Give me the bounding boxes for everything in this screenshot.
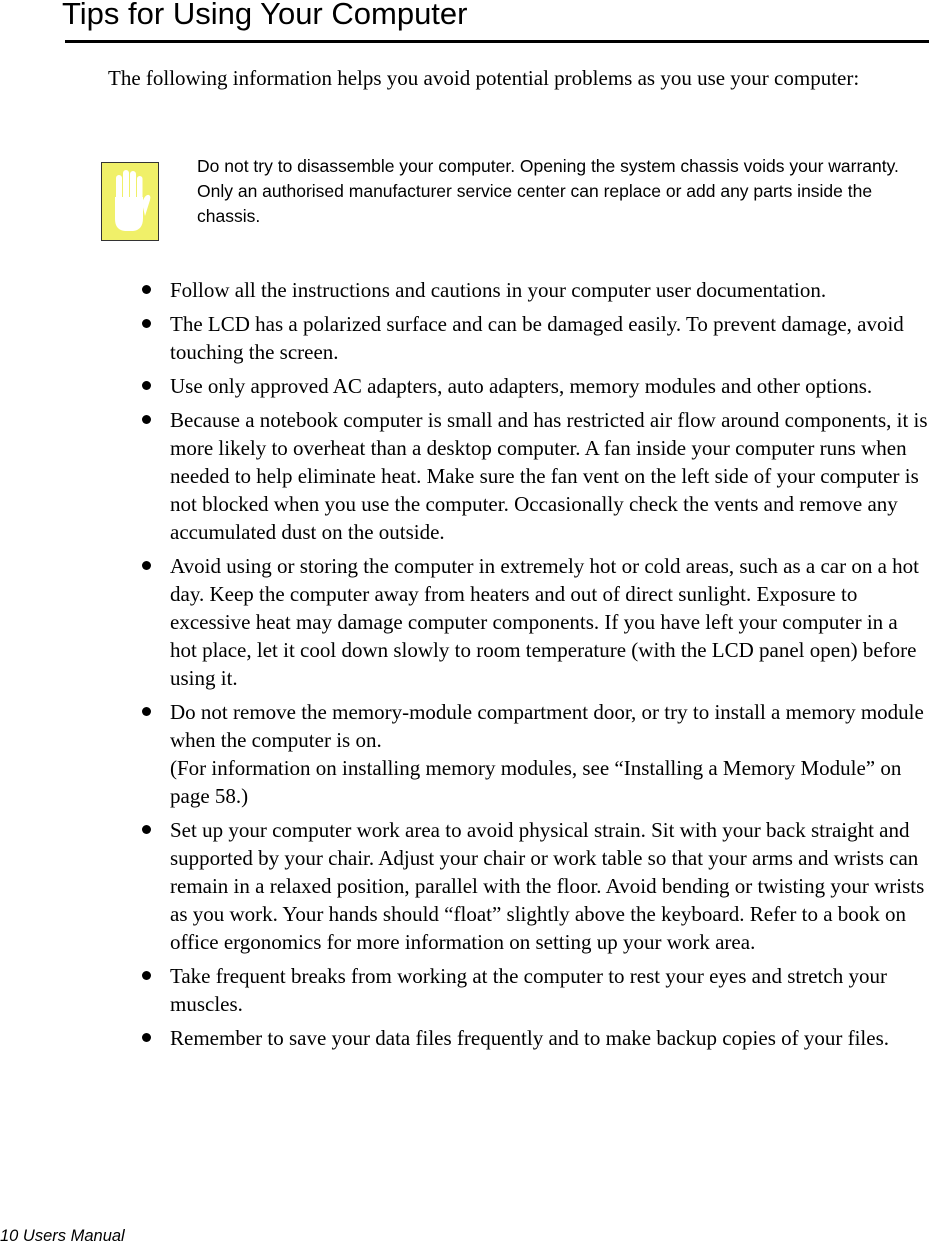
bullet-icon — [142, 319, 151, 328]
tip-list-item — [142, 962, 929, 1018]
tip-list-item — [142, 406, 929, 546]
bullet-icon — [142, 381, 151, 390]
bullet-icon — [142, 971, 151, 980]
tip-list-item — [142, 1024, 929, 1052]
stop-hand-icon — [101, 162, 159, 241]
tip-text: Take frequent breaks from working at the computer to rest your eyes and stretch your muscles. — [170, 964, 887, 1016]
tip-list-item — [142, 552, 929, 692]
bullet-icon — [142, 1033, 151, 1042]
tip-list-item — [142, 372, 929, 400]
tip-text: Avoid using or storing the computer in extremely hot or cold areas, such as a car on a hot day. Keep the computer away from heaters and out of direct sunlight. Exposure to excessive heat may damage computer components. If you have left your computer in a hot place, let it cool down slowly to room temperature (with the LCD panel open) before using it. — [170, 554, 919, 690]
tip-list-item — [142, 698, 929, 810]
tip-text: Do not remove the memory-module compartment door, or try to install a memory module when the computer is on. — [170, 700, 924, 752]
tip-text: Use only approved AC adapters, auto adapters, memory modules and other options. — [170, 374, 873, 398]
page-footer: 10 Users Manual — [0, 1227, 125, 1245]
caution-text: Do not try to disassemble your computer. Opening the system chassis voids your warranty. Only an authorised manufacturer service center can replace or add any parts inside the chassis. — [197, 156, 899, 226]
page-title: Tips for Using Your Computer — [62, 0, 468, 31]
tip-text: Because a notebook computer is small and has restricted air flow around components, it is more likely to overheat than a desktop computer. A fan inside your computer runs when needed to help eliminate heat. Make sure the fan vent on the left side of your computer is not blocked when you use the computer. Occasionally check the vents and remove any accumulated dust on the outside. — [170, 408, 928, 544]
tip-text: Remember to save your data files frequently and to make backup copies of your files. — [170, 1026, 890, 1050]
tip-list-item — [142, 276, 929, 304]
tip-note: (For information on installing memory modules, see “Installing a Memory Module” on page 58.) — [170, 756, 902, 808]
tip-text: Set up your computer work area to avoid physical strain. Sit with your back straight and supported by your chair. Adjust your chair or work table so that your arms and wrists can remain in a relaxed position, parallel with the floor. Avoid bending or twisting your wrists as you work. Your hands should “float” slightly above the keyboard. Refer to a book on office ergonomics for more information on setting up your work area. — [170, 818, 925, 954]
tip-text: The LCD has a polarized surface and can be damaged easily. To prevent damage, avoid touching the screen. — [170, 312, 904, 364]
tip-list-item — [142, 816, 929, 956]
tip-list-item — [142, 310, 929, 366]
tip-text: Follow all the instructions and cautions in your computer user documentation. — [170, 278, 827, 302]
tips-list — [142, 276, 929, 1058]
title-rule — [65, 40, 929, 43]
bullet-icon — [142, 285, 151, 294]
bullet-icon — [142, 825, 151, 834]
bullet-icon — [142, 561, 151, 570]
bullet-icon — [142, 707, 151, 716]
intro-paragraph: The following information helps you avoid potential problems as you use your computer: — [108, 66, 860, 90]
bullet-icon — [142, 415, 151, 424]
